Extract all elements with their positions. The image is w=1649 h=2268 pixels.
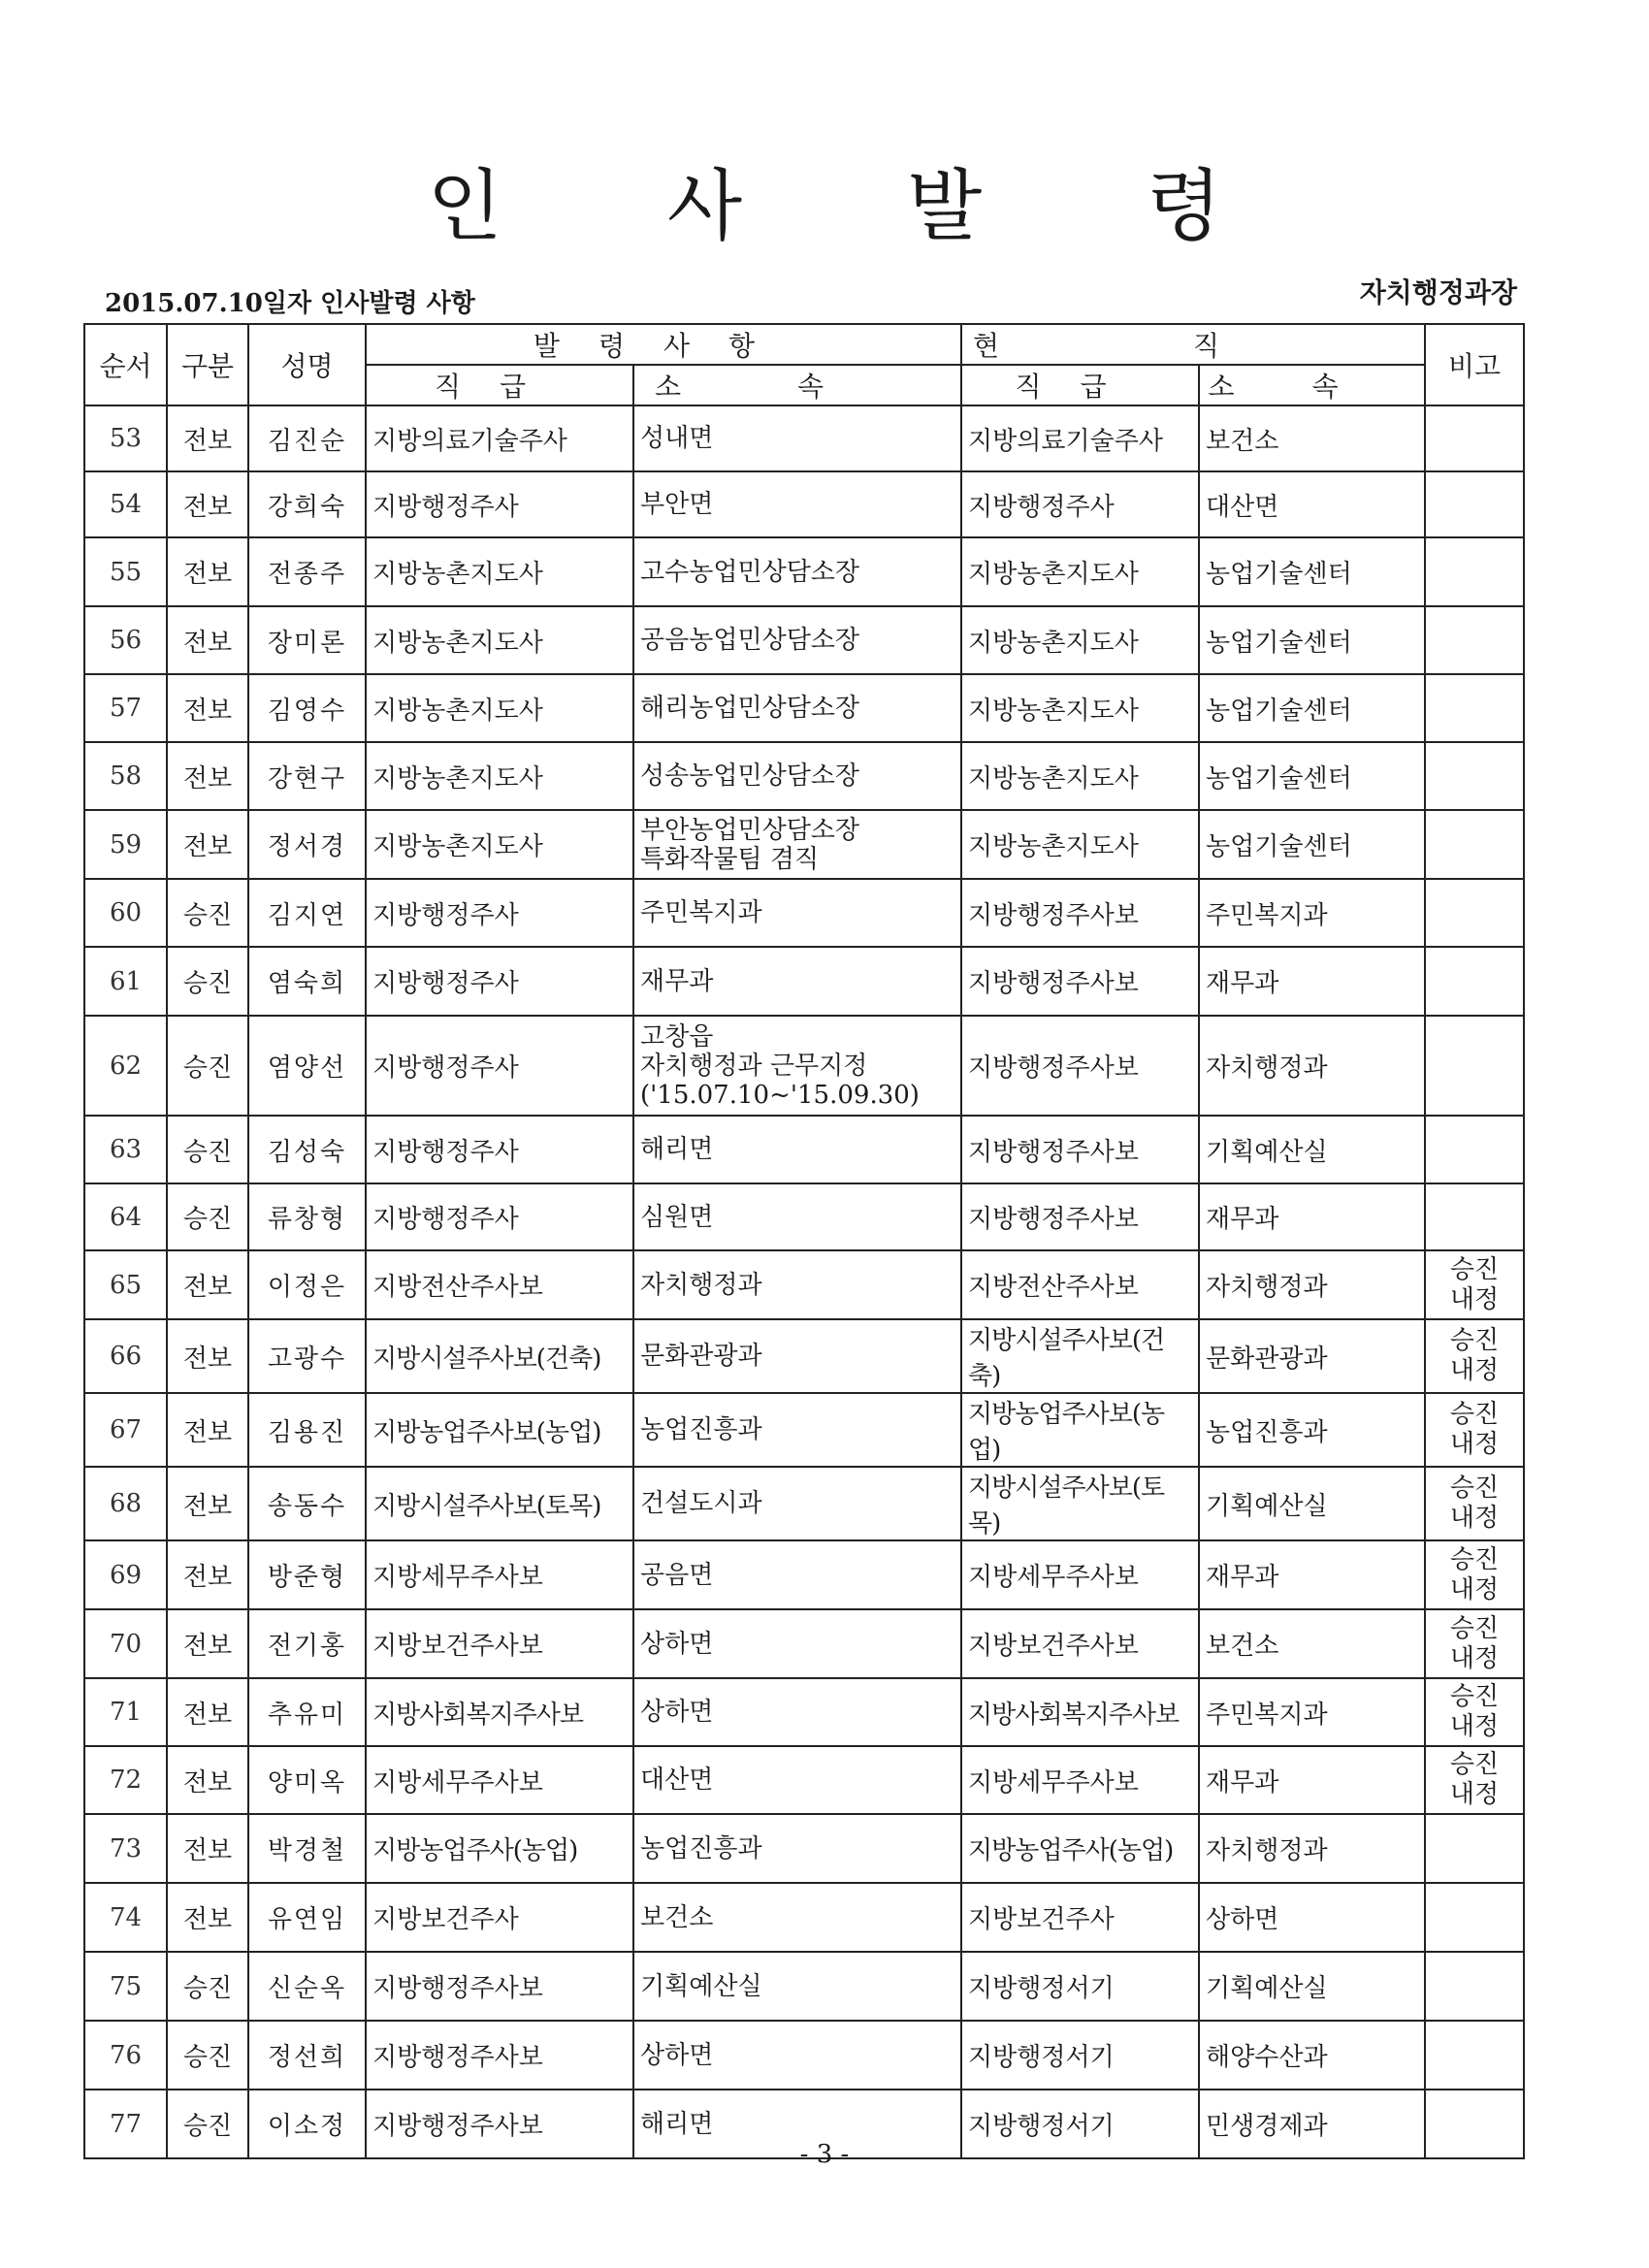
row-seq: 60	[84, 879, 167, 947]
row-new-unit: 부안면	[633, 471, 961, 537]
header-name: 성명	[248, 324, 366, 405]
row-seq: 62	[84, 1016, 167, 1116]
row-current-unit: 자치행정과	[1199, 1814, 1425, 1883]
row-name: 장미론	[248, 606, 366, 674]
row-new-unit: 해리면	[633, 2090, 961, 2158]
table-row	[84, 1183, 1524, 1250]
row-seq: 71	[84, 1678, 167, 1746]
row-current-grade: 지방행정주사보	[961, 879, 1199, 947]
row-new-grade: 지방행정주사	[366, 1016, 633, 1116]
row-current-grade: 지방전산주사보	[961, 1250, 1199, 1319]
row-current-unit: 상하면	[1199, 1883, 1425, 1952]
row-note	[1425, 1116, 1524, 1183]
row-new-unit: 문화관광과	[633, 1319, 961, 1393]
row-current-unit: 자치행정과	[1199, 1250, 1425, 1319]
table-row	[84, 674, 1524, 742]
row-current-grade: 지방의료기술주사	[961, 405, 1199, 471]
row-type: 전보	[167, 405, 248, 471]
row-new-unit: 공음면	[633, 1540, 961, 1609]
header-new-unit: 소속	[633, 365, 961, 405]
row-new-unit: 주민복지과	[633, 879, 961, 947]
row-new-unit: 고창읍 자치행정과 근무지정 ('15.07.10~'15.09.30)	[633, 1016, 961, 1116]
row-new-grade: 지방농촌지도사	[366, 674, 633, 742]
row-current-grade: 지방행정주사보	[961, 1016, 1199, 1116]
table-row	[84, 810, 1524, 879]
row-note	[1425, 471, 1524, 537]
row-type: 승진	[167, 947, 248, 1016]
row-seq: 58	[84, 742, 167, 810]
row-new-grade: 지방행정주사	[366, 947, 633, 1016]
row-current-unit: 농업기술센터	[1199, 742, 1425, 810]
row-current-grade: 지방사회복지주사보	[961, 1678, 1199, 1746]
row-type: 전보	[167, 1467, 248, 1540]
row-note	[1425, 537, 1524, 606]
table-row	[84, 1883, 1524, 1952]
row-note	[1425, 810, 1524, 879]
row-new-grade: 지방세무주사보	[366, 1540, 633, 1609]
row-type: 전보	[167, 1746, 248, 1814]
row-type: 승진	[167, 1116, 248, 1183]
row-name: 송동수	[248, 1467, 366, 1540]
row-new-grade: 지방행정주사	[366, 879, 633, 947]
row-name: 이정은	[248, 1250, 366, 1319]
row-seq: 70	[84, 1609, 167, 1678]
row-current-unit: 재무과	[1199, 1746, 1425, 1814]
row-name: 유연임	[248, 1883, 366, 1952]
row-current-grade: 지방행정주사	[961, 471, 1199, 537]
row-current-grade: 지방행정서기	[961, 2090, 1199, 2158]
orders-body	[84, 405, 1524, 2158]
row-current-unit: 농업진흥과	[1199, 1393, 1425, 1467]
row-note: 승진 내정	[1425, 1540, 1524, 1609]
row-current-grade: 지방세무주사보	[961, 1746, 1199, 1814]
table-row	[84, 1746, 1524, 1814]
header-current-group: 현직	[961, 324, 1425, 365]
page-title: 인사발령	[427, 161, 1387, 251]
row-new-grade: 지방농촌지도사	[366, 810, 633, 879]
row-note	[1425, 742, 1524, 810]
row-new-grade: 지방전산주사보	[366, 1250, 633, 1319]
row-type: 전보	[167, 742, 248, 810]
row-note: 승진 내정	[1425, 1467, 1524, 1540]
row-current-grade: 지방행정주사보	[961, 947, 1199, 1016]
table-row	[84, 1319, 1524, 1393]
table-row	[84, 405, 1524, 471]
row-current-unit: 보건소	[1199, 405, 1425, 471]
row-note	[1425, 1183, 1524, 1250]
row-type: 전보	[167, 606, 248, 674]
row-type: 승진	[167, 879, 248, 947]
row-type: 승진	[167, 1016, 248, 1116]
row-current-unit: 해양수산과	[1199, 2021, 1425, 2090]
row-note: 승진 내정	[1425, 1393, 1524, 1467]
row-type: 전보	[167, 810, 248, 879]
row-name: 강현구	[248, 742, 366, 810]
row-type: 승진	[167, 1183, 248, 1250]
row-current-unit: 농업기술센터	[1199, 606, 1425, 674]
order-date: 2015.07.10일자 인사발령 사항	[105, 289, 475, 318]
row-new-grade: 지방농업주사(농업)	[366, 1814, 633, 1883]
row-seq: 67	[84, 1393, 167, 1467]
row-seq: 76	[84, 2021, 167, 2090]
row-current-grade: 지방보건주사	[961, 1883, 1199, 1952]
row-current-grade: 지방농촌지도사	[961, 742, 1199, 810]
row-new-unit: 건설도시과	[633, 1467, 961, 1540]
row-name: 신순옥	[248, 1952, 366, 2021]
row-new-grade: 지방행정주사	[366, 471, 633, 537]
row-seq: 69	[84, 1540, 167, 1609]
row-new-unit: 자치행정과	[633, 1250, 961, 1319]
row-current-grade: 지방시설주사보(토목)	[961, 1467, 1199, 1540]
row-new-grade: 지방농촌지도사	[366, 537, 633, 606]
row-name: 김성숙	[248, 1116, 366, 1183]
row-seq: 54	[84, 471, 167, 537]
row-note: 승진 내정	[1425, 1746, 1524, 1814]
row-current-unit: 농업기술센터	[1199, 537, 1425, 606]
row-type: 전보	[167, 1883, 248, 1952]
row-type: 전보	[167, 1678, 248, 1746]
row-new-grade: 지방행정주사	[366, 1183, 633, 1250]
row-seq: 61	[84, 947, 167, 1016]
table-row	[84, 471, 1524, 537]
row-current-unit: 기획예산실	[1199, 1467, 1425, 1540]
header-cur-unit: 소속	[1199, 365, 1425, 405]
row-current-unit: 재무과	[1199, 947, 1425, 1016]
row-current-grade: 지방시설주사보(건축)	[961, 1319, 1199, 1393]
row-seq: 63	[84, 1116, 167, 1183]
row-current-unit: 농업기술센터	[1199, 674, 1425, 742]
row-seq: 72	[84, 1746, 167, 1814]
row-current-unit: 기획예산실	[1199, 1116, 1425, 1183]
row-new-unit: 대산면	[633, 1746, 961, 1814]
row-seq: 64	[84, 1183, 167, 1250]
header-order-group: 발령사항	[366, 324, 961, 365]
header-type: 구분	[167, 324, 248, 405]
issuing-department: 자치행정과장	[1359, 276, 1517, 308]
row-new-grade: 지방의료기술주사	[366, 405, 633, 471]
row-current-grade: 지방농업주사보(농업)	[961, 1393, 1199, 1467]
table-row	[84, 742, 1524, 810]
row-type: 전보	[167, 471, 248, 537]
row-new-unit: 기획예산실	[633, 1952, 961, 2021]
row-new-unit: 고수농업민상담소장	[633, 537, 961, 606]
row-name: 강희숙	[248, 471, 366, 537]
row-seq: 77	[84, 2090, 167, 2158]
table-row	[84, 1393, 1524, 1467]
row-note	[1425, 1952, 1524, 2021]
row-type: 전보	[167, 1814, 248, 1883]
row-type: 전보	[167, 1319, 248, 1393]
row-current-unit: 민생경제과	[1199, 2090, 1425, 2158]
row-type: 전보	[167, 537, 248, 606]
table-row	[84, 2021, 1524, 2090]
row-current-unit: 자치행정과	[1199, 1016, 1425, 1116]
row-note	[1425, 1883, 1524, 1952]
table-row	[84, 1609, 1524, 1678]
row-new-grade: 지방행정주사보	[366, 2090, 633, 2158]
row-name: 고광수	[248, 1319, 366, 1393]
row-seq: 57	[84, 674, 167, 742]
row-current-grade: 지방농촌지도사	[961, 537, 1199, 606]
row-new-unit: 부안농업민상담소장 특화작물팀 겸직	[633, 810, 961, 879]
row-new-unit: 상하면	[633, 2021, 961, 2090]
row-new-grade: 지방보건주사	[366, 1883, 633, 1952]
row-note: 승진 내정	[1425, 1609, 1524, 1678]
row-type: 전보	[167, 1393, 248, 1467]
row-current-unit: 주민복지과	[1199, 879, 1425, 947]
row-new-grade: 지방사회복지주사보	[366, 1678, 633, 1746]
row-name: 김용진	[248, 1393, 366, 1467]
row-type: 전보	[167, 1609, 248, 1678]
row-name: 양미옥	[248, 1746, 366, 1814]
row-name: 전종주	[248, 537, 366, 606]
row-current-unit: 보건소	[1199, 1609, 1425, 1678]
row-new-unit: 해리농업민상담소장	[633, 674, 961, 742]
row-new-grade: 지방시설주사보(토목)	[366, 1467, 633, 1540]
row-seq: 55	[84, 537, 167, 606]
row-current-unit: 대산면	[1199, 471, 1425, 537]
row-seq: 74	[84, 1883, 167, 1952]
row-current-grade: 지방농촌지도사	[961, 810, 1199, 879]
row-current-grade: 지방행정서기	[961, 2021, 1199, 2090]
row-name: 염숙희	[248, 947, 366, 1016]
row-note: 승진 내정	[1425, 1250, 1524, 1319]
row-seq: 53	[84, 405, 167, 471]
row-name: 박경철	[248, 1814, 366, 1883]
row-note	[1425, 1016, 1524, 1116]
row-current-grade: 지방행정주사보	[961, 1116, 1199, 1183]
row-name: 류창형	[248, 1183, 366, 1250]
table-row	[84, 537, 1524, 606]
row-note	[1425, 1814, 1524, 1883]
row-current-grade: 지방보건주사보	[961, 1609, 1199, 1678]
table-row	[84, 1678, 1524, 1746]
row-new-unit: 성송농업민상담소장	[633, 742, 961, 810]
table-row	[84, 1016, 1524, 1116]
row-new-unit: 성내면	[633, 405, 961, 471]
row-new-unit: 해리면	[633, 1116, 961, 1183]
row-name: 김진순	[248, 405, 366, 471]
row-current-unit: 문화관광과	[1199, 1319, 1425, 1393]
row-new-unit: 상하면	[633, 1609, 961, 1678]
row-new-grade: 지방행정주사	[366, 1116, 633, 1183]
row-note	[1425, 674, 1524, 742]
row-new-grade: 지방시설주사보(건축)	[366, 1319, 633, 1393]
row-current-grade: 지방행정주사보	[961, 1183, 1199, 1250]
row-new-grade: 지방세무주사보	[366, 1746, 633, 1814]
page-number: - 3 -	[799, 2140, 850, 2169]
row-name: 방준형	[248, 1540, 366, 1609]
table-row	[84, 1814, 1524, 1883]
row-name: 정선희	[248, 2021, 366, 2090]
header-cur-grade: 직급	[961, 365, 1199, 405]
row-note	[1425, 405, 1524, 471]
row-current-grade: 지방농촌지도사	[961, 606, 1199, 674]
row-new-unit: 농업진흥과	[633, 1393, 961, 1467]
personnel-orders-table	[83, 323, 1525, 2159]
table-row	[84, 1540, 1524, 1609]
row-current-unit: 주민복지과	[1199, 1678, 1425, 1746]
row-type: 승진	[167, 1952, 248, 2021]
row-name: 전기홍	[248, 1609, 366, 1678]
row-new-grade: 지방보건주사보	[366, 1609, 633, 1678]
row-type: 전보	[167, 674, 248, 742]
row-current-unit: 기획예산실	[1199, 1952, 1425, 2021]
row-name: 김영수	[248, 674, 366, 742]
row-name: 정서경	[248, 810, 366, 879]
row-type: 전보	[167, 1250, 248, 1319]
table-row	[84, 1250, 1524, 1319]
row-type: 승진	[167, 2090, 248, 2158]
row-new-unit: 농업진흥과	[633, 1814, 961, 1883]
header-note: 비고	[1425, 324, 1524, 405]
row-seq: 73	[84, 1814, 167, 1883]
row-new-grade: 지방행정주사보	[366, 2021, 633, 2090]
row-new-grade: 지방행정주사보	[366, 1952, 633, 2021]
header-seq: 순서	[84, 324, 167, 405]
table-row	[84, 1952, 1524, 2021]
row-new-unit: 공음농업민상담소장	[633, 606, 961, 674]
table-row	[84, 1467, 1524, 1540]
row-seq: 68	[84, 1467, 167, 1540]
row-note	[1425, 879, 1524, 947]
row-new-grade: 지방농촌지도사	[366, 606, 633, 674]
row-note	[1425, 947, 1524, 1016]
row-name: 추유미	[248, 1678, 366, 1746]
row-current-unit: 농업기술센터	[1199, 810, 1425, 879]
row-seq: 56	[84, 606, 167, 674]
row-note	[1425, 606, 1524, 674]
row-new-grade: 지방농업주사보(농업)	[366, 1393, 633, 1467]
row-new-unit: 보건소	[633, 1883, 961, 1952]
row-note: 승진 내정	[1425, 1678, 1524, 1746]
row-name: 김지연	[248, 879, 366, 947]
row-new-unit: 상하면	[633, 1678, 961, 1746]
row-current-grade: 지방행정서기	[961, 1952, 1199, 2021]
row-current-unit: 재무과	[1199, 1183, 1425, 1250]
row-current-grade: 지방농업주사(농업)	[961, 1814, 1199, 1883]
row-note	[1425, 2021, 1524, 2090]
table-row	[84, 947, 1524, 1016]
row-current-unit: 재무과	[1199, 1540, 1425, 1609]
row-seq: 66	[84, 1319, 167, 1393]
row-name: 염양선	[248, 1016, 366, 1116]
row-current-grade: 지방세무주사보	[961, 1540, 1199, 1609]
table-row	[84, 879, 1524, 947]
row-note: 승진 내정	[1425, 1319, 1524, 1393]
row-seq: 75	[84, 1952, 167, 2021]
header-new-grade: 직급	[366, 365, 633, 405]
table-row	[84, 1116, 1524, 1183]
table-row	[84, 606, 1524, 674]
row-seq: 65	[84, 1250, 167, 1319]
row-type: 전보	[167, 1540, 248, 1609]
row-new-unit: 심원면	[633, 1183, 961, 1250]
row-name: 이소정	[248, 2090, 366, 2158]
row-type: 승진	[167, 2021, 248, 2090]
row-current-grade: 지방농촌지도사	[961, 674, 1199, 742]
row-new-grade: 지방농촌지도사	[366, 742, 633, 810]
row-new-unit: 재무과	[633, 947, 961, 1016]
row-seq: 59	[84, 810, 167, 879]
